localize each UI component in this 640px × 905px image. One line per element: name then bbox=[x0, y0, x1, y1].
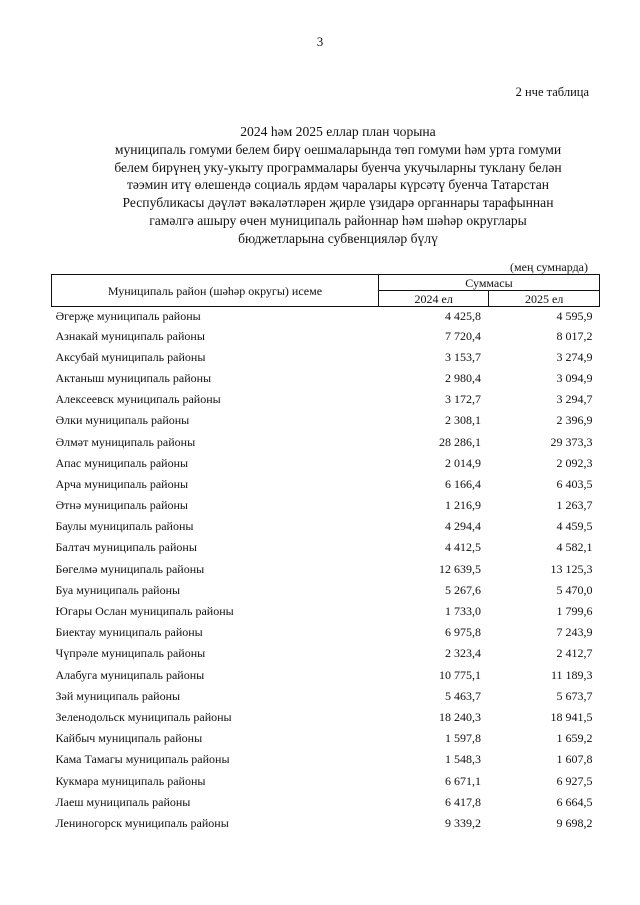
value-2024-cell: 1 733,0 bbox=[444, 604, 481, 619]
table-row bbox=[52, 812, 600, 833]
table-row bbox=[52, 728, 600, 749]
header-municipality-name: Муниципаль район (шәһәр округы) исеме bbox=[52, 275, 379, 307]
municipality-name-cell: Әлки муниципаль районы bbox=[55, 413, 190, 428]
value-2025-cell: 13 125,3 bbox=[550, 561, 593, 576]
municipality-name-cell: Югары Ослан муниципаль районы bbox=[55, 604, 234, 619]
table-label: 2 нче таблица bbox=[515, 85, 589, 99]
value-2024-cell: 4 412,5 bbox=[444, 540, 481, 555]
municipality-name-cell: Кайбыч муниципаль районы bbox=[55, 731, 203, 746]
municipality-name-cell: Әгерҗе муниципаль районы bbox=[55, 309, 201, 323]
municipality-name-cell: Әлмәт муниципаль районы bbox=[55, 434, 196, 449]
value-2025-cell: 4 595,9 bbox=[556, 309, 593, 323]
value-2025-cell: 18 941,5 bbox=[550, 709, 593, 724]
municipality-name-cell: Бөгелмә муниципаль районы bbox=[55, 561, 205, 576]
table-row bbox=[52, 410, 600, 431]
municipality-name-cell: Алабуга муниципаль районы bbox=[55, 667, 205, 682]
value-2025-cell: 1 263,7 bbox=[556, 498, 593, 513]
heading-line: гамәлгә ашыру өчен муниципаль районнар һәм шәһәр округлары bbox=[149, 212, 527, 228]
value-2025-cell: 6 664,5 bbox=[556, 794, 593, 809]
heading-line: Республикасы дәүләт вәкаләтләрен җирле үзидарә органнары тарафыннан bbox=[122, 195, 554, 211]
municipality-name-cell: Алексеевск муниципаль районы bbox=[55, 392, 221, 407]
value-2025-cell: 11 189,3 bbox=[550, 667, 593, 682]
value-2024-cell: 5 463,7 bbox=[444, 688, 481, 703]
value-2025-cell: 1 659,2 bbox=[556, 731, 593, 746]
municipality-name-cell: Балтач муниципаль районы bbox=[55, 540, 197, 555]
table-row bbox=[52, 516, 600, 537]
value-2024-cell: 2 014,9 bbox=[444, 455, 481, 470]
header-sum: Суммасы bbox=[378, 275, 599, 291]
value-2025-cell: 7 243,9 bbox=[556, 625, 593, 640]
municipality-name-cell: Баулы муниципаль районы bbox=[55, 519, 194, 534]
value-2024-cell: 1 548,3 bbox=[444, 752, 481, 767]
value-2025-cell: 1 607,8 bbox=[556, 752, 593, 767]
table-row bbox=[52, 389, 600, 410]
table-row bbox=[52, 706, 600, 727]
value-2024-cell: 6 166,4 bbox=[444, 476, 481, 491]
value-2024-cell: 2 980,4 bbox=[444, 370, 481, 385]
value-2025-cell: 3 294,7 bbox=[556, 392, 593, 407]
table-row bbox=[52, 791, 600, 812]
value-2024-cell: 2 323,4 bbox=[444, 646, 481, 661]
value-2024-cell: 28 286,1 bbox=[438, 434, 481, 449]
municipality-name-cell: Актаныш муниципаль районы bbox=[55, 370, 212, 385]
value-2024-cell: 18 240,3 bbox=[438, 709, 481, 724]
unit-note: (мең сумнарда) bbox=[510, 260, 588, 274]
page-number: 3 bbox=[316, 34, 324, 49]
value-2025-cell: 2 092,3 bbox=[556, 455, 593, 470]
value-2024-cell: 6 417,8 bbox=[444, 794, 481, 809]
table-row bbox=[52, 495, 600, 516]
table-row bbox=[52, 325, 600, 346]
value-2024-cell: 10 775,1 bbox=[438, 667, 481, 682]
value-2025-cell: 2 396,9 bbox=[556, 413, 593, 428]
municipality-name-cell: Буа муниципаль районы bbox=[55, 582, 181, 597]
municipality-name-cell: Әтнә муниципаль районы bbox=[55, 498, 188, 513]
heading-line: 2024 һәм 2025 еллар план чорына bbox=[240, 124, 436, 139]
table-row bbox=[52, 431, 600, 452]
municipality-name-cell: Лениногорск муниципаль районы bbox=[55, 815, 229, 830]
value-2024-cell: 1 216,9 bbox=[444, 498, 481, 513]
municipality-name-cell: Зеленодольск муниципаль районы bbox=[55, 709, 232, 724]
value-2024-cell: 7 720,4 bbox=[444, 328, 481, 343]
table-row bbox=[52, 537, 600, 558]
value-2025-cell: 29 373,3 bbox=[550, 434, 593, 449]
value-2024-cell: 4 425,8 bbox=[444, 309, 481, 323]
heading-line: муниципаль гомуми белем бирү оешмаларында төп гомуми һәм урта гомуми bbox=[114, 141, 562, 157]
value-2025-cell: 4 459,5 bbox=[556, 519, 593, 534]
value-2024-cell: 6 975,8 bbox=[444, 625, 481, 640]
value-2024-cell: 3 172,7 bbox=[444, 392, 481, 407]
value-2024-cell: 1 597,8 bbox=[444, 731, 481, 746]
value-2025-cell: 2 412,7 bbox=[556, 646, 593, 661]
value-2024-cell: 4 294,4 bbox=[444, 519, 481, 534]
table-row bbox=[52, 643, 600, 664]
table-row bbox=[52, 473, 600, 494]
value-2025-cell: 3 274,9 bbox=[556, 349, 593, 364]
table-row bbox=[52, 600, 600, 621]
municipality-name-cell: Азнакай муниципаль районы bbox=[55, 328, 205, 343]
value-2025-cell: 3 094,9 bbox=[556, 370, 593, 385]
value-2024-cell: 2 308,1 bbox=[444, 413, 481, 428]
municipality-name-cell: Биектау муниципаль районы bbox=[55, 625, 203, 640]
table-row bbox=[52, 346, 600, 367]
municipality-name-cell: Лаеш муниципаль районы bbox=[55, 794, 191, 809]
value-2025-cell: 4 582,1 bbox=[556, 540, 593, 555]
value-2024-cell: 9 339,2 bbox=[444, 815, 481, 830]
value-2024-cell: 5 267,6 bbox=[444, 582, 481, 597]
table-row bbox=[52, 367, 600, 388]
subvention-table bbox=[51, 274, 600, 834]
table-row bbox=[52, 622, 600, 643]
heading-line: тәэмин итү өлешендә социаль ярдәм чаралары күрсәтү буенча Татарстан bbox=[126, 177, 550, 193]
table-row bbox=[52, 749, 600, 770]
table-row bbox=[52, 685, 600, 706]
heading-line: бюджетларына субвенцияләр бүлү bbox=[238, 230, 438, 246]
value-2025-cell: 1 799,6 bbox=[556, 604, 593, 619]
header-year-2025: 2025 ел bbox=[489, 291, 600, 307]
municipality-name-cell: Апас муниципаль районы bbox=[55, 455, 189, 470]
value-2025-cell: 6 403,5 bbox=[556, 476, 593, 491]
value-2024-cell: 12 639,5 bbox=[438, 561, 481, 576]
header-year-2024: 2024 ел bbox=[378, 291, 489, 307]
municipality-name-cell: Арча муниципаль районы bbox=[55, 476, 189, 491]
municipality-name-cell: Зәй муниципаль районы bbox=[55, 688, 181, 703]
value-2025-cell: 5 470,0 bbox=[556, 582, 593, 597]
heading-line: белем бирүнең уку-укыту программалары буенча укучыларны туклану белән bbox=[114, 159, 562, 175]
value-2024-cell: 3 153,7 bbox=[444, 349, 481, 364]
value-2025-cell: 9 698,2 bbox=[556, 815, 593, 830]
value-2024-cell: 6 671,1 bbox=[444, 773, 481, 788]
municipality-name-cell: Кукмара муниципаль районы bbox=[55, 773, 206, 788]
document-heading bbox=[68, 123, 608, 248]
value-2025-cell: 8 017,2 bbox=[556, 328, 593, 343]
table-row bbox=[52, 558, 600, 579]
municipality-name-cell: Кама Тамагы муниципаль районы bbox=[55, 752, 230, 767]
table-row bbox=[52, 770, 600, 791]
table-row bbox=[52, 307, 600, 326]
table-row bbox=[52, 452, 600, 473]
table-row bbox=[52, 579, 600, 600]
value-2025-cell: 5 673,7 bbox=[556, 688, 593, 703]
municipality-name-cell: Чүпрәле муниципаль районы bbox=[55, 646, 206, 661]
table-row bbox=[52, 664, 600, 685]
municipality-name-cell: Аксубай муниципаль районы bbox=[55, 349, 206, 364]
value-2025-cell: 6 927,5 bbox=[556, 773, 593, 788]
table-body bbox=[52, 307, 600, 834]
